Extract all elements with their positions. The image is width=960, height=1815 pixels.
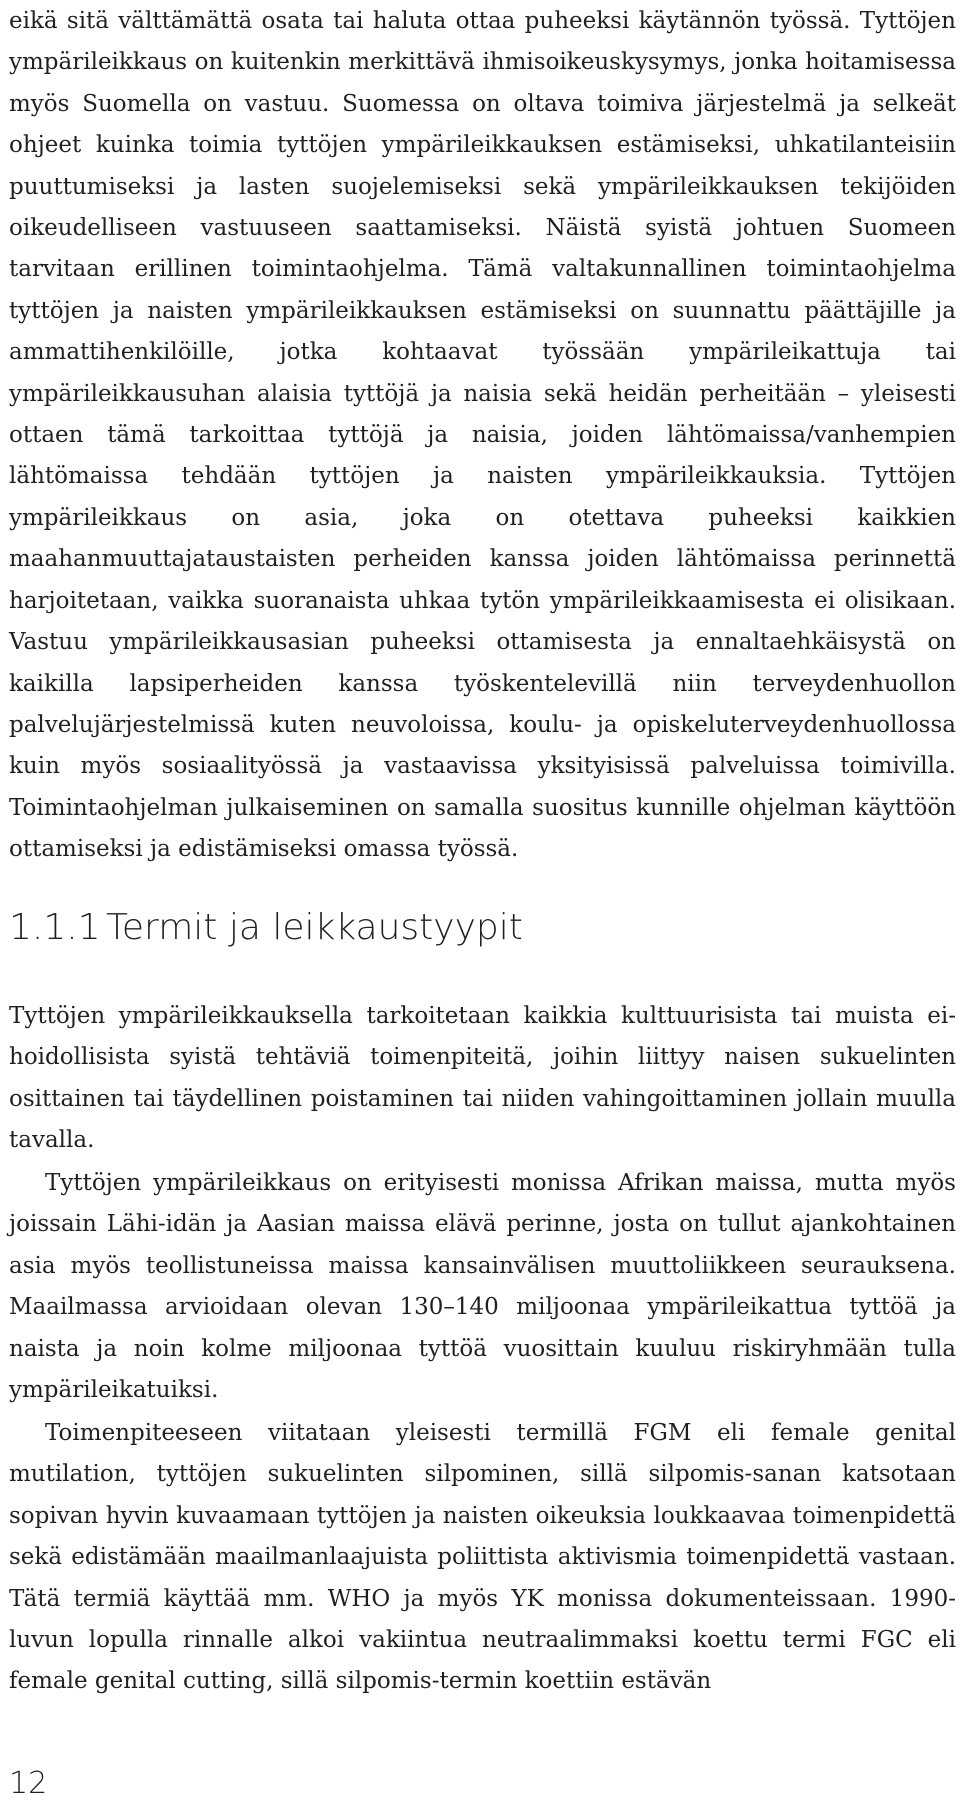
- paragraph-definition: Tyttöjen ympärileikkauksella tarkoitetaan kaikkia kulttuurisista tai muista ei-hoidollisista syistä tehtäviä toimenpiteitä, joihin liittyy naisen sukuelinten osittainen tai täydellinen poistaminen tai niiden vahingoittaminen jollain muulla tavalla.: [9, 1003, 956, 1154]
- section-number: 1.1.1: [9, 907, 101, 948]
- paragraph-terminology: Toimenpiteeseen viitataan yleisesti termillä FGM eli female genital mutilation, tyttöjen sukuelinten silpominen, sillä silpomis-sanan katsotaan sopivan hyvin kuvaamaan tyttöjen ja naisten oikeuksia loukkaavaa toimenpidettä sekä edistämään maailmanlaajuista poliittista aktivismia toimenpidettä vastaan. Tätä termiä käyttää mm. WHO ja myös YK monissa dokumenteissaan. 1990-luvun lopulla rinnalle alkoi vakiintua neutraalimmaksi koettu termi FGC eli female genital cutting, sillä silpomis-termin koettiin estävän: [9, 1420, 956, 1695]
- paragraph-extent: Tyttöjen ympärileikkaus on erityisesti monissa Afrikan maissa, mutta myös joissain Lähi-idän ja Aasian maissa elävä perinne, josta on tullut ajankohtainen asia myös teollistuneissa maissa kansainvälisen muuttoliikkeen seurauksena. Maailmassa arvioidaan olevan 130–140 miljoonaa ympärileikattua tyttöä ja naista ja noin kolme miljoonaa tyttöä vuosittain kuuluu riskiryhmään tulla ympärileikatuiksi.: [9, 1170, 956, 1404]
- section-title: Termit ja leikkaustyypit: [106, 907, 523, 948]
- paragraph-intro: eikä sitä välttämättä osata tai haluta ottaa puheeksi käytännön työssä. Tyttöjen ympärileikkaus on kuitenkin merkittävä ihmisoikeuskysymys, jonka hoitamisessa myös Suomella on vastuu. Suomessa on oltava toimiva järjestelmä ja selkeät ohjeet kuinka toimia tyttöjen ympärileikkauksen estämiseksi, uhkatilanteisiin puuttumiseksi ja lasten suojelemiseksi sekä ympärileikkauksen tekijöiden oikeudelliseen vastuuseen saattamiseksi. Näistä syistä johtuen Suomeen tarvitaan erillinen toimintaohjelma. Tämä valtakunnallinen toimintaohjelma tyttöjen ja naisten ympärileikkauksen estämiseksi on suunnattu päättäjille ja ammattihenkilöille, jotka kohtaavat työssään ympärileikattuja tai ympärileikkausuhan alaisia tyttöjä ja naisia sekä heidän perheitään – yleisesti ottaen tämä tarkoittaa tyttöjä ja naisia, joiden lähtömaissa/vanhempien lähtömaissa tehdään tyttöjen ja naisten ympärileikkauksia. Tyttöjen ympärileikkaus on asia, joka on otettava puheeksi kaikkien maahanmuuttajataustaisten perheiden kanssa joiden lähtömaissa perinnettä harjoitetaan, vaikka suoranaista uhkaa tytön ympärileikkaamisesta ei olisikaan. Vastuu ympärileikkausasian puheeksi ottamisesta ja ennaltaehkäisystä on kaikilla lapsiperheiden kanssa työskentelevillä niin terveydenhuollon palvelujärjestelmissä kuten neuvoloissa, koulu- ja opiskeluterveydenhuollossa kuin myös sosiaalityössä ja vastaavissa yksityisissä palveluissa toimivilla. Toimintaohjelman julkaiseminen on samalla suositus kunnille ohjelman käyttöön ottamiseksi ja edistämiseksi omassa työssä.: [9, 8, 956, 863]
- section-heading: [9, 906, 523, 950]
- page-number: 12: [9, 1766, 48, 1801]
